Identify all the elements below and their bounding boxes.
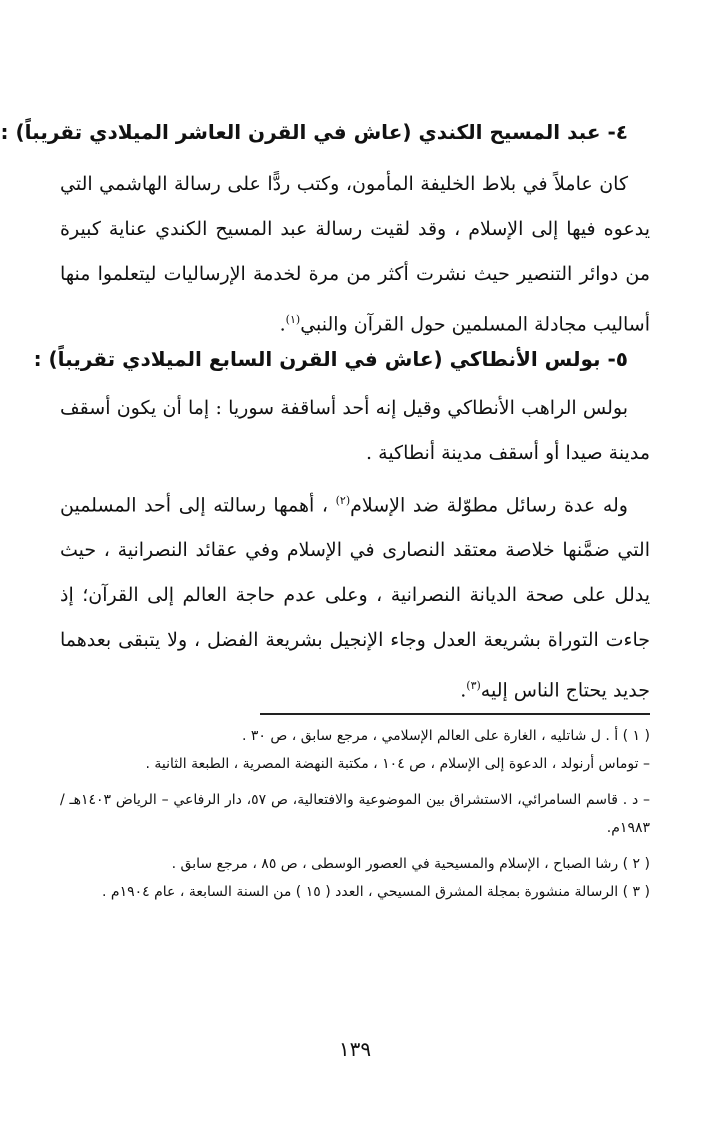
footnote-1: ( ١ ) أ . ل شاتليه ، الغارة على العالم الإسلامي ، مرجع سابق ، ص ٣٠ . [241,728,650,744]
footnote-3: ( ٣ ) الرسالة منشورة بمجلة المشرق المسيحي ، العدد ( ١٥ ) من السنة السابعة ، عام ١٩٠٤م . [102,884,650,900]
footnote-1-extra-b: – د . قاسم السامرائي، الاستشراق بين الموضوعية والافتعالية، ص ٥٧، دار الرفاعي – الرياض ١٤٠٣هـ / ١٩٨٣م. [60,792,650,836]
paragraph-kindi-end: . [279,313,286,336]
footnote-2: ( ٢ ) رشا الصباح ، الإسلام والمسيحية في العصور الوسطى ، ص ٨٥ ، مرجع سابق . [171,856,650,872]
section-heading-4: ٤- عبد المسيح الكندي (عاش في القرن العاشر الميلادي تقريباً) : [0,120,628,144]
footnote-1-extra-a: – توماس أرنولد ، الدعوة إلى الإسلام ، ص ١٠٤ ، مكتبة النهضة المصرية ، الطبعة الثانية . [145,756,650,772]
paragraph-kindi-text: كان عاملاً في بلاط الخليفة المأمون، وكتب ردًّا على رسالة الهاشمي التي يدعوه فيها إلى الإسلام ، وقد لقيت رسالة عبد المسيح الكندي عناية كبيرة من دوائر التنصير حيث نشرت أكثر من مرة لخدمة الإرساليات ليتعلموا منها أساليب مجادلة المسلمين حول القرآن والنبي [60,173,650,336]
page-number: ١٣٩ [338,1037,372,1061]
section-heading-5: ٥- بولس الأنطاكي (عاش في القرن السابع الميلادي تقريباً) : [33,347,628,371]
footnote-ref-3[interactable]: (٣) [466,679,481,693]
footnote-separator [260,713,650,715]
paragraph-paul-letters-a: وله عدة رسائل مطوّلة ضد الإسلام [350,494,628,517]
paragraph-paul-letters-b: ، أهمها رسالته إلى أحد المسلمين التي ضمَّنها خلاصة معتقد النصارى في الإسلام وفي عقائد النصرانية ، حيث يدلل على صحة الديانة النصرانية ، وعلى عدم حاجة العالم إلى القرآن؛ إذ جاءت التوراة بشريعة العدل وجاء الإنجيل بشريعة الفضل ، ولا يتبقى بعدهما جديد يحتاج الناس إليه [60,494,650,702]
paragraph-paul-intro: بولس الراهب الأنطاكي وقيل إنه أحد أساقفة سوريا : إما أن يكون أسقف مدينة صيدا أو أسقف مدينة أنطاكية . [60,397,650,464]
paragraph-paul-letters-end: . [460,679,467,702]
footnote-ref-1[interactable]: (١) [285,313,301,326]
paragraph-paul-letters [60,478,650,714]
footnotes [60,722,650,906]
footnote-ref-2[interactable]: (٢) [335,494,351,507]
paragraph-kindi [60,162,650,347]
